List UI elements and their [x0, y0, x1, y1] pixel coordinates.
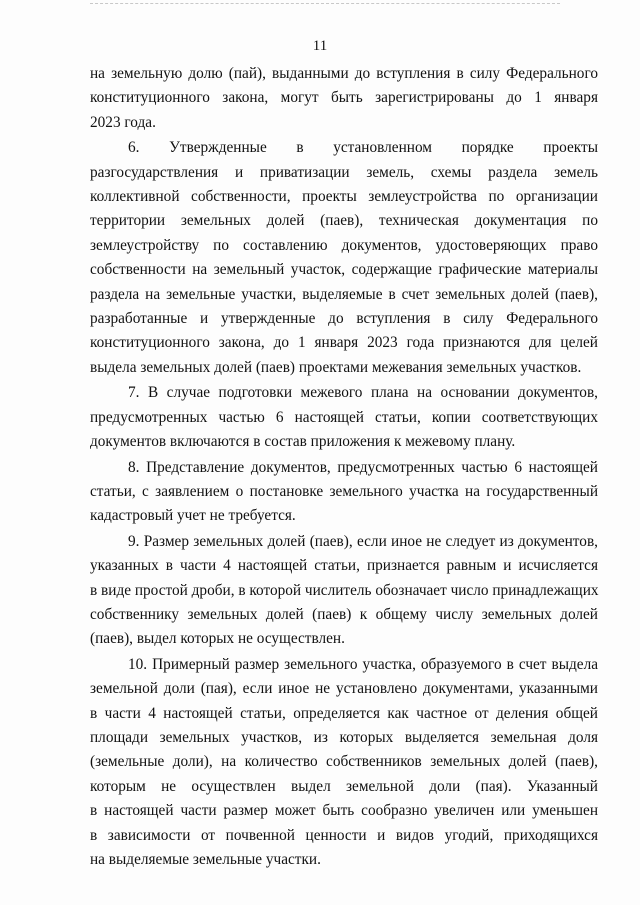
paragraph-9 — [90, 530, 598, 652]
text-line: конституционного закона, могут быть зарегистрированы до 1 января — [90, 89, 598, 107]
page-number: 11 — [312, 38, 328, 54]
text-line: конституционного закона, до 1 января 2023 года признаются для целей — [90, 334, 598, 352]
document-body — [90, 62, 598, 872]
text-line: указанных в части 4 настоящей статьи, признается равным и исчисляется — [90, 557, 598, 575]
text-line: земельной доли (пая), если иное не установлено документами, указанными — [90, 680, 598, 698]
text-line: (земельные доли), на количество собственников земельных долей (паев), — [90, 753, 598, 771]
text-line: 6. Утвержденные в установленном порядке проекты — [128, 139, 598, 157]
scan-edge-artifact — [90, 3, 560, 5]
text-line: собственнику земельных долей (паев) к общему числу земельных долей — [90, 605, 598, 623]
paragraph-continuation — [90, 62, 598, 135]
text-line: 8. Представление документов, предусмотренных частью 6 настоящей — [128, 458, 598, 476]
paragraph-7 — [90, 381, 598, 454]
text-line: разгосударствления и приватизации земель, схемы раздела земель — [90, 163, 598, 181]
text-line: (паев), выдел которых не осуществлен. — [90, 630, 345, 648]
text-line: землеустройству по составлению документов, удостоверяющих право — [90, 236, 598, 254]
text-line: документов включаются в состав приложения к межевому плану. — [90, 433, 516, 451]
paragraph-8 — [90, 456, 598, 529]
text-line: собственности на земельный участок, содержащие графические материалы — [90, 261, 598, 279]
text-line: статьи, с заявлением о постановке земельного участка на государственный — [90, 482, 598, 500]
text-line: в настоящей части размер может быть сообразно увеличен или уменьшен — [90, 802, 598, 820]
text-line: коллективной собственности, проекты землеустройства по организации — [90, 188, 598, 206]
text-line: в части 4 настоящей статьи, определяется как частное от деления общей — [90, 704, 598, 722]
text-line: предусмотренных частью 6 настоящей статьи, копии соответствующих — [90, 408, 598, 426]
paragraph-6 — [90, 136, 598, 380]
paragraph-10 — [90, 653, 598, 873]
text-line: площади земельных участков, из которых выделяется земельная доля — [90, 728, 598, 746]
text-line: выдела земельных долей (паев) проектами межевания земельных участков. — [90, 358, 582, 376]
text-line: кадастровый учет не требуется. — [90, 507, 296, 525]
text-line: 7. В случае подготовки межевого плана на основании документов, — [128, 384, 598, 402]
text-line: раздела на земельные участки, выделяемые в счет земельных долей (паев), — [90, 285, 598, 303]
text-line: на выделяемые земельные участки. — [90, 851, 321, 868]
text-line: в зависимости от почвенной ценности и видов угодий, приходящихся — [90, 826, 598, 844]
text-line: на земельную долю (пай), выданными до вступления в силу Федерального — [90, 65, 598, 82]
text-line: в виде простой дроби, в которой числитель обозначает число принадлежащих — [90, 581, 599, 599]
text-line: 9. Размер земельных долей (паев), если иное не следует из документов, — [128, 532, 598, 550]
text-line: которым не осуществлен выдел земельной доли (пая). Указанный — [90, 777, 598, 795]
text-line: 2023 года. — [90, 113, 156, 131]
text-line: разработанные и утвержденные до вступления в силу Федерального — [90, 310, 598, 328]
text-line: 10. Примерный размер земельного участка, образуемого в счет выдела — [128, 655, 598, 673]
text-line: территории земельных долей (паев), техническая документация по — [90, 212, 598, 230]
